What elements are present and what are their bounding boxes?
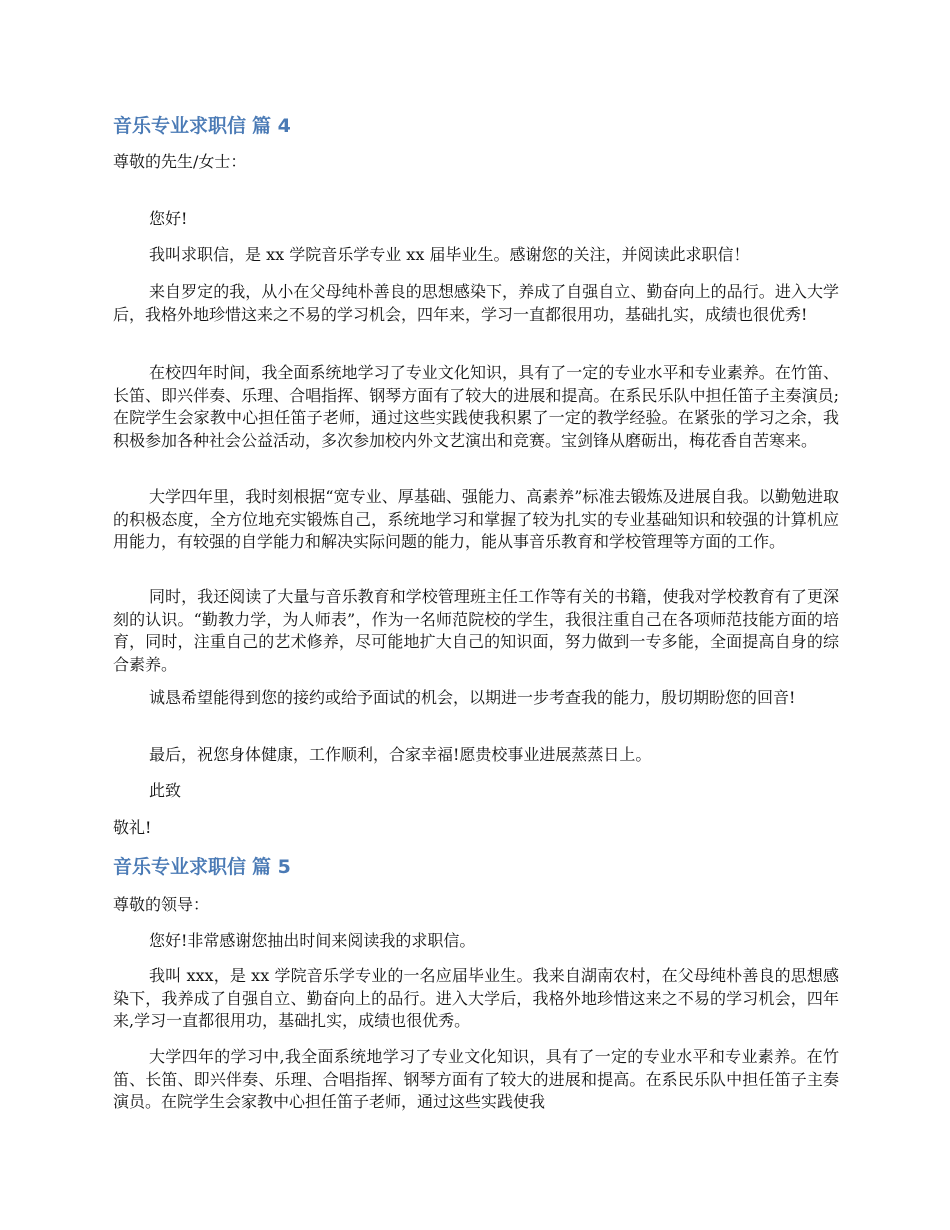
body-paragraph: 在校四年时间，我全面系统地学习了专业文化知识，具有了一定的专业水平和专业素养。在竹笛、长笛、即兴伴奏、乐理、合唱指挥、钢琴方面有了较大的进展和提高。在系民乐队中担任笛子主奏演员;在院学生会家教中心担任笛子老师，通过这些实践使我积累了一定的教学经验。在紧张的学习之余，我积极参加各种社会公益活动，多次参加校内外文艺演出和竞赛。宝剑锋从磨砺出，梅花香自苦寒来。 [113, 363, 839, 450]
section-number: 篇 5 [252, 856, 291, 878]
salutation: 尊敬的领导： [113, 895, 210, 914]
body-paragraph: 大学四年的学习中,我全面系统地学习了专业文化知识，具有了一定的专业水平和专业素养。在竹笛、长笛、即兴伴奏、乐理、合唱指挥、钢琴方面有了较大的进展和提高。在系民乐队中担任笛子主奏演员。在院学生会家教中心担任笛子老师，通过这些实践使我 [113, 1047, 839, 1111]
section-title: 音乐专业求职信 [113, 115, 247, 137]
greeting-paragraph: 您好!非常感谢您抽出时间来阅读我的求职信。 [149, 931, 476, 950]
body-paragraph: 诚恳希望能得到您的接约或给予面试的机会，以期进一步考查我的能力，殷切期盼您的回音! [149, 688, 796, 707]
closing-salute: 敬礼! [113, 818, 152, 837]
body-paragraph: 大学四年里，我时刻根据“宽专业、厚基础、强能力、高素养”标准去锻炼及进展自我。以勤勉进取的积极态度，全方位地充实锻炼自己，系统地学习和掌握了较为扎实的专业基础知识和较强的计算机应用能力，有较强的自学能力和解决实际问题的能力，能从事音乐教育和学校管理等方面的工作。 [113, 487, 839, 551]
section-title: 音乐专业求职信 [113, 856, 247, 878]
section-heading [113, 853, 291, 881]
body-paragraph: 同时，我还阅读了大量与音乐教育和学校管理班主任工作等有关的书籍，使我对学校教育有了更深刻的认识。“勤教力学，为人师表”，作为一名师范院校的学生，我很注重自己在各项师范技能方面的培育，同时，注重自己的艺术修养，尽可能地扩大自己的知识面，努力做到一专多能，全面提高自身的综合素养。 [113, 587, 839, 674]
salutation: 尊敬的先生/女士： [113, 152, 247, 171]
body-paragraph: 最后，祝您身体健康，工作顺利，合家幸福!愿贵校事业进展蒸蒸日上。 [149, 745, 652, 764]
greeting-paragraph: 您好! [149, 209, 188, 228]
closing-phrase: 此致 [149, 781, 182, 800]
body-paragraph: 我叫求职信，是 xx 学院音乐学专业 xx 届毕业生。感谢您的关注，并阅读此求职信！ [149, 245, 750, 264]
body-paragraph: 来自罗定的我，从小在父母纯朴善良的思想感染下，养成了自强自立、勤奋向上的品行。进入大学后，我格外地珍惜这来之不易的学习机会，四年来，学习一直都很用功，基础扎实，成绩也很优秀! [113, 282, 839, 324]
body-paragraph: 我叫 xxx，是 xx 学院音乐学专业的一名应届毕业生。我来自湖南农村，在父母纯朴善良的思想感染下，我养成了自强自立、勤奋向上的品行。进入大学后，我格外地珍惜这来之不易的学习机会，四年来,学习一直都很用功，基础扎实，成绩也很优秀。 [113, 966, 839, 1030]
section-number: 篇 4 [252, 115, 291, 137]
section-heading [113, 112, 291, 140]
